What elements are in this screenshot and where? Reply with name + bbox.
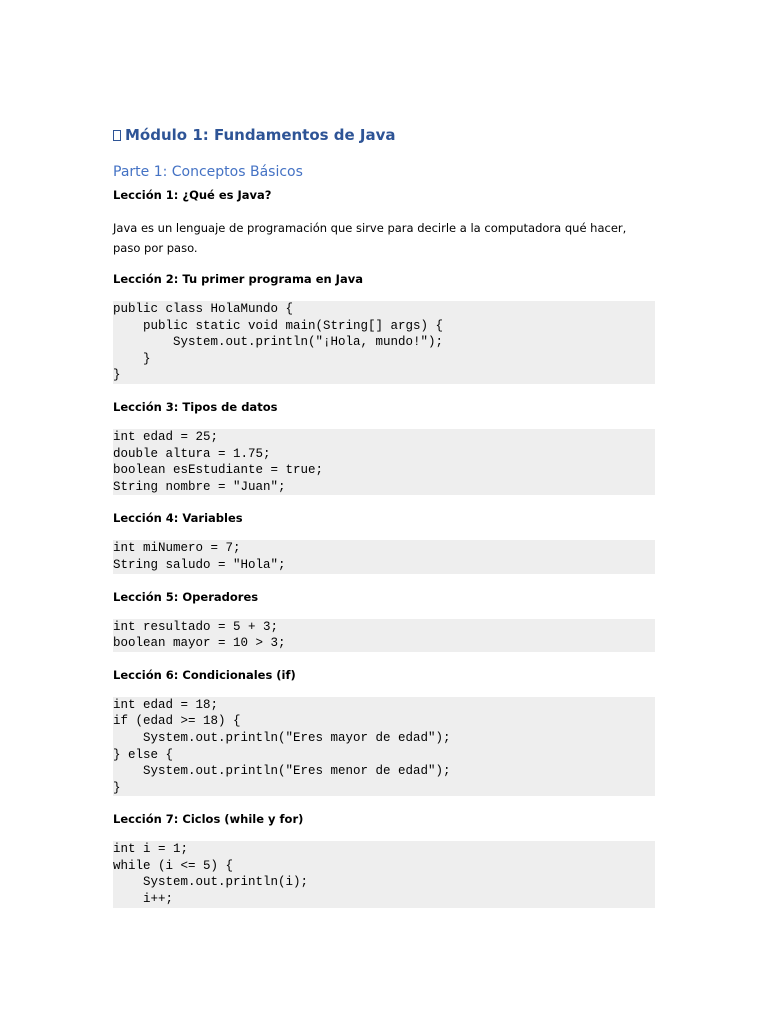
lesson-3-title: Lección 3: Tipos de datos xyxy=(113,399,278,414)
module-title: Módulo 1: Fundamentos de Java xyxy=(125,126,396,144)
part-heading: Parte 1: Conceptos Básicos xyxy=(113,164,303,180)
lesson-5-code-block: int resultado = 5 + 3; boolean mayor = 10 > 3; xyxy=(113,619,655,652)
lesson-2-title: Lección 2: Tu primer programa en Java xyxy=(113,272,363,286)
lesson-1-text: Java es un lenguaje de programación que sirve para decirle a la computadora qué hacer, paso por paso. xyxy=(113,221,627,255)
lesson-1-title: Lección 1: ¿Qué es Java? xyxy=(113,188,272,202)
lesson-6-code-block: int edad = 18; if (edad >= 18) { System.out.println("Eres mayor de edad"); } else { System.out.println("Eres menor de edad"); } xyxy=(113,697,655,797)
lesson-4-title: Lección 4: Variables xyxy=(113,511,243,526)
lesson-4-code-block: int miNumero = 7; String saludo = "Hola"; xyxy=(113,540,655,573)
lesson-7-code-block: int i = 1; while (i <= 5) { System.out.println(i); i++; xyxy=(113,841,655,907)
lesson-2-code-block: public class HolaMundo { public static void main(String[] args) { System.out.println("¡Hola, mundo!"); } } xyxy=(113,301,655,384)
module-heading xyxy=(113,124,655,146)
lesson-3-code-block: int edad = 25; double altura = 1.75; boolean esEstudiante = true; String nombre = "Juan"; xyxy=(113,429,655,495)
missing-glyph-icon xyxy=(113,130,121,141)
lesson-6-title: Lección 6: Condicionales (if) xyxy=(113,667,296,682)
lesson-7-title: Lección 7: Ciclos (while y for) xyxy=(113,812,304,827)
lesson-5-title: Lección 5: Operadores xyxy=(113,589,259,604)
